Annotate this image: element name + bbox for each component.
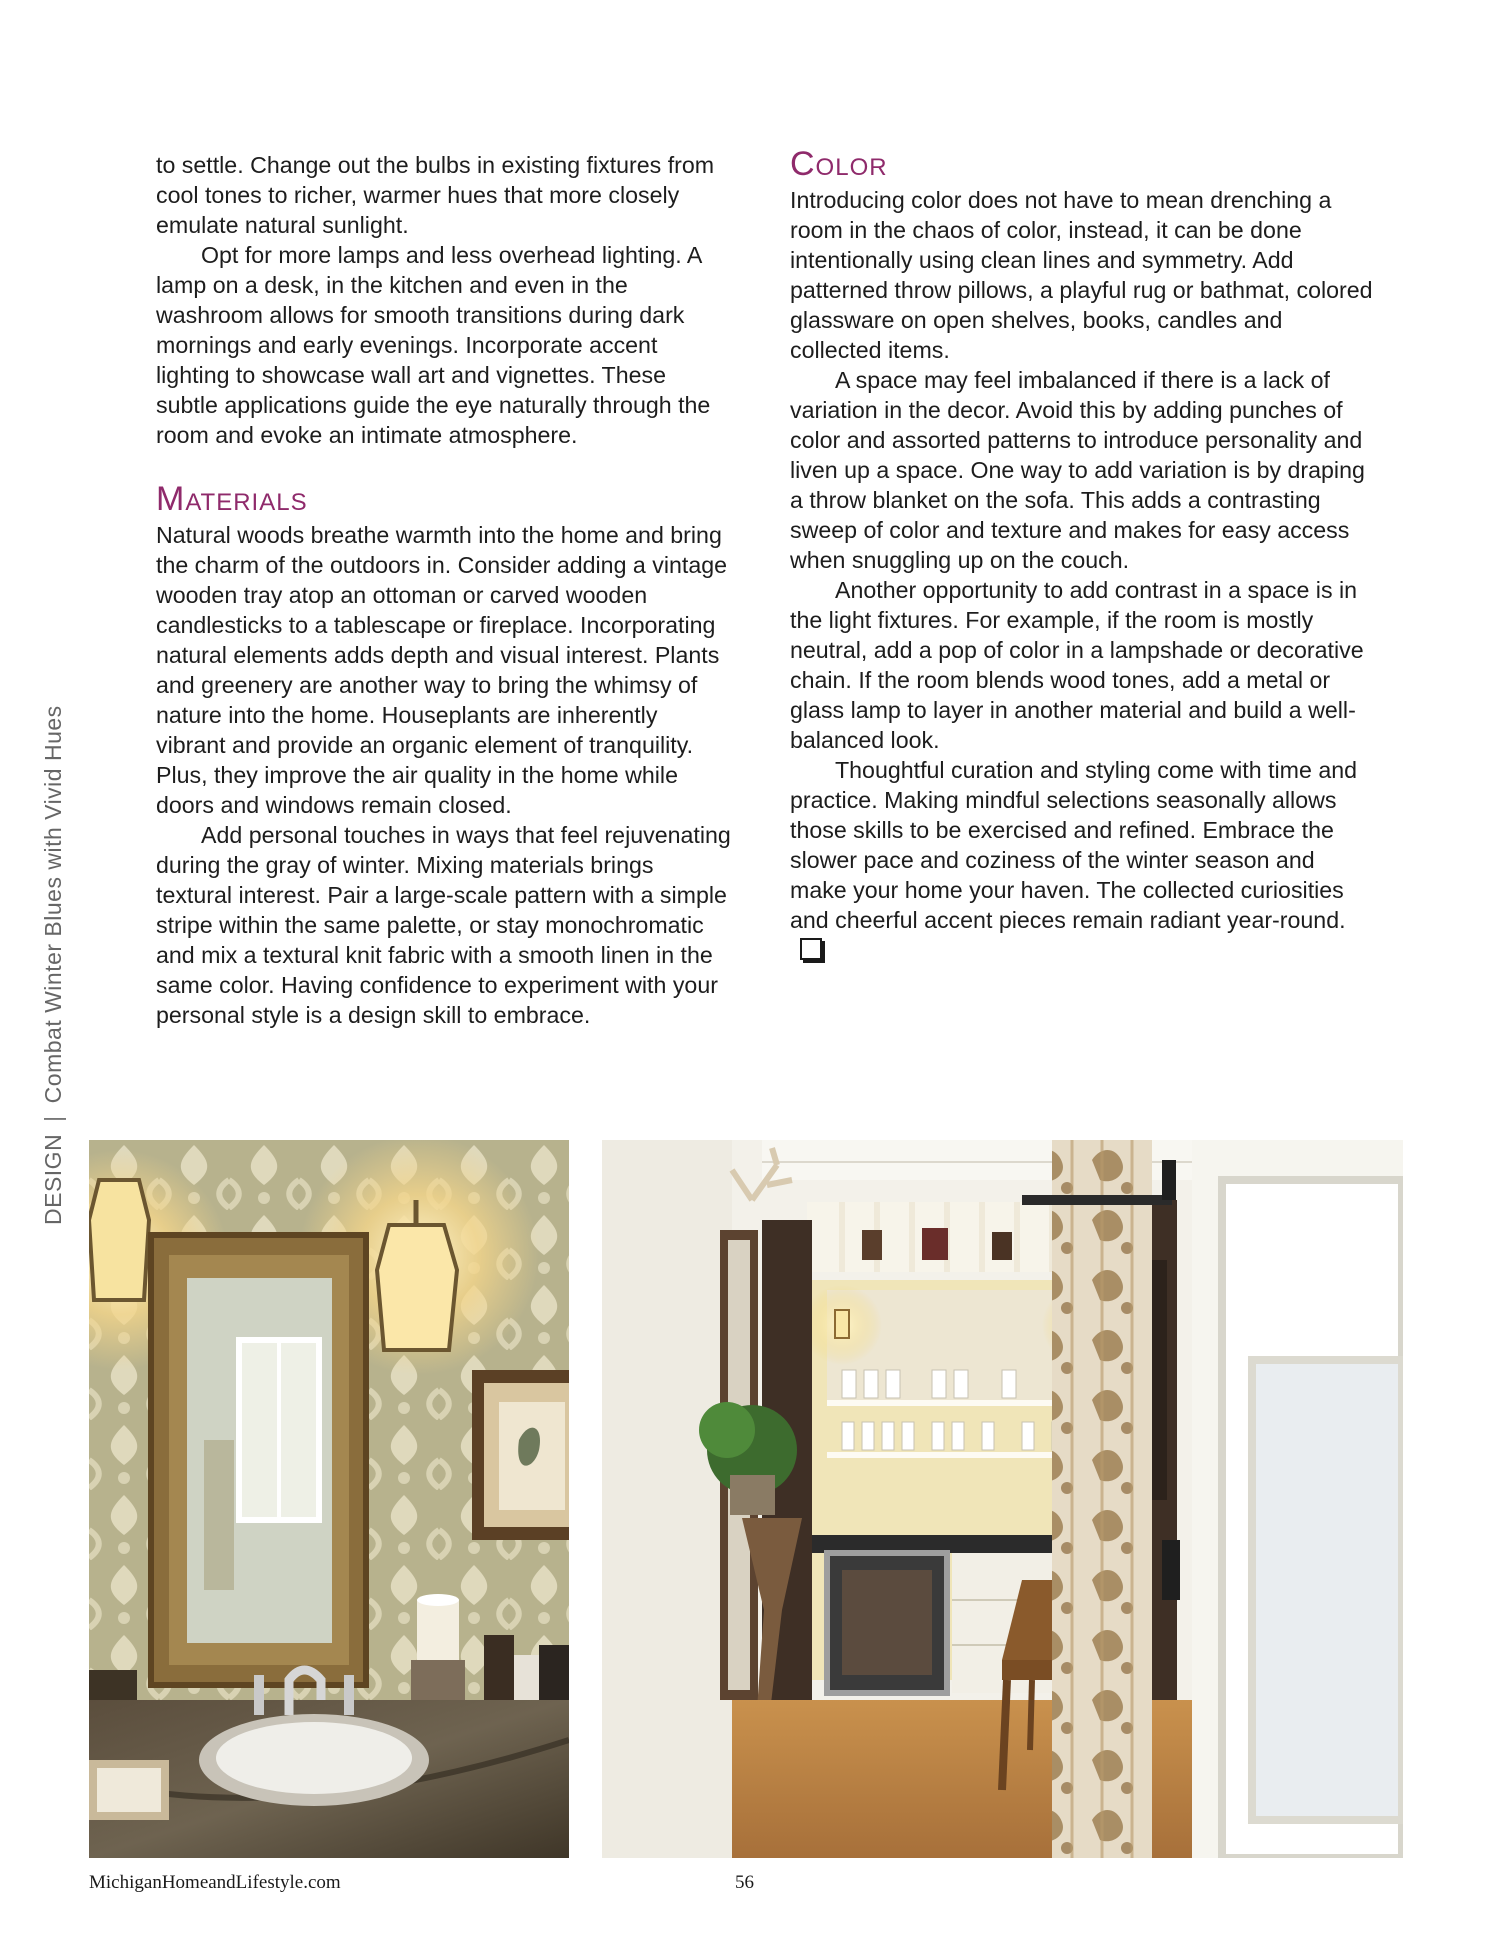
end-of-article-icon [800, 938, 822, 960]
footer-website: MichiganHomeandLifestyle.com [89, 1872, 341, 1893]
body-paragraph: Add personal touches in ways that feel rejuvenating during the gray of winter. Mixing materials brings textural interest. Pair a large-scale pattern with a simple stripe within the same palette, or stay monochromatic and mix a textural knit fabric with a smooth linen in the same color. Having confidence to experiment with your personal style is a design skill to embrace. [156, 822, 731, 1028]
page-number: 56 [735, 1872, 754, 1893]
bathroom-vanity-photo [89, 1140, 569, 1858]
left-text-column [156, 150, 731, 1030]
body-paragraph: A space may feel imbalanced if there is a lack of variation in the decor. Avoid this by adding punches of color and assorted patterns to introduce personality and liven up a space. One way to add variation is by draping a throw blanket on the sofa. This adds a contrasting sweep of color and texture and makes for easy access when snuggling up on the couch. [790, 367, 1365, 573]
body-paragraph: to settle. Change out the bulbs in existing fixtures from cool tones to richer, warmer hues that more closely emulate natural sunlight. [156, 152, 715, 238]
color-heading: Color [790, 145, 888, 183]
body-paragraph: Introducing color does not have to mean drenching a room in the chaos of color, instead, it can be done intentionally using clean lines and symmetry. Add patterned throw pillows, a playful rug or bathmat, colored glassware on open shelves, books, candles and collected items. [790, 187, 1373, 363]
right-text-column [790, 145, 1375, 965]
section-name: DESIGN [40, 1133, 66, 1225]
label-separator: | [40, 1115, 66, 1122]
body-paragraph [790, 755, 1375, 965]
butlers-pantry-photo [602, 1140, 1403, 1858]
closing-text: Thoughtful curation and styling come with time and practice. Making mindful selections seasonally allows those skills to be exercised and refined. Embrace the slower pace and coziness of the winter season and make your home your haven. The collected curiosities and cheerful accent pieces remain radiant year-round. [790, 757, 1358, 933]
body-paragraph: Another opportunity to add contrast in a space is in the light fixtures. For example, if the room is mostly neutral, add a pop of color in a lampshade or decorative chain. If the room blends wood tones, add a metal or glass lamp to layer in another material and build a well-balanced look. [790, 577, 1364, 753]
side-section-label [40, 705, 67, 1225]
article-title: Combat Winter Blues with Vivid Hues [40, 705, 66, 1104]
body-paragraph: Opt for more lamps and less overhead lighting. A lamp on a desk, in the kitchen and even in the washroom allows for smooth transitions during dark mornings and early evenings. Incorporate accent lighting to showcase wall art and vignettes. These subtle applications guide the eye naturally through the room and evoke an intimate atmosphere. [156, 242, 711, 448]
materials-heading: Materials [156, 480, 308, 518]
body-paragraph: Natural woods breathe warmth into the home and bring the charm of the outdoors in. Consider adding a vintage wooden tray atop an ottoman or carved wooden candlesticks to a tablescape or fireplace. Incorporating natural elements adds depth and visual interest. Plants and greenery are another way to bring the whimsy of nature into the home. Houseplants are inherently vibrant and provide an organic element of tranquility. Plus, they improve the air quality in the home while doors and windows remain closed. [156, 522, 728, 818]
